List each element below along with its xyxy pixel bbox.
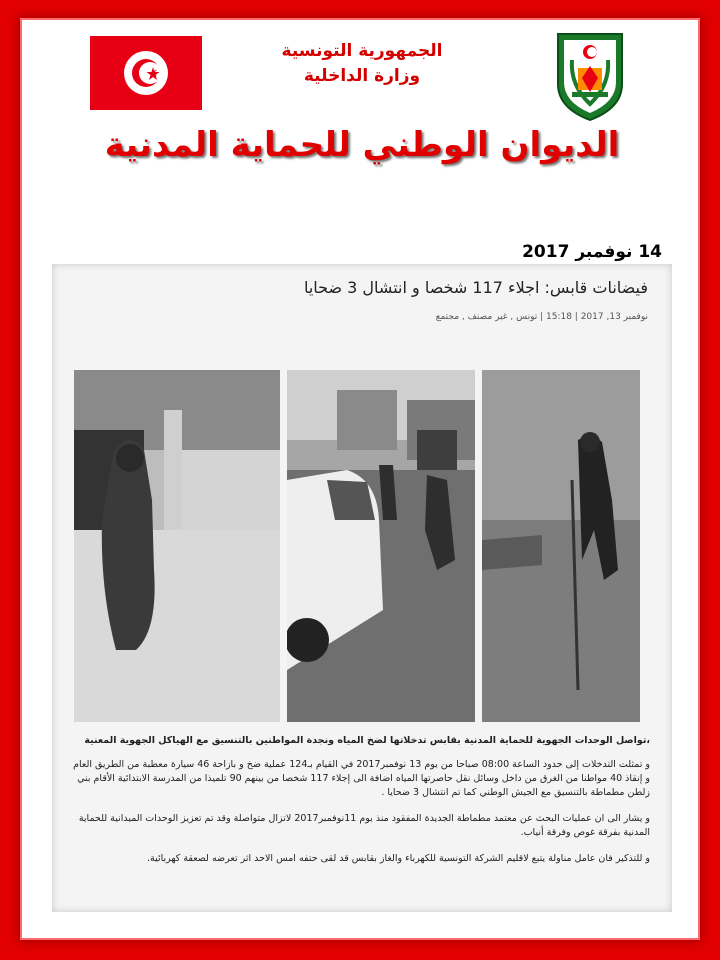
article-headline: فيضانات قابس: اجلاء 117 شخصا و انتشال 3 ضحايا [303,278,648,297]
news-clipping [52,264,672,912]
flooded-street-photo [287,370,475,722]
flag-emblem-icon [124,51,168,95]
article-meta: نوفمبر 13, 2017 | 15:18 | تونس , غير مصنف , مجتمع [435,312,648,322]
article-paragraph-3: و للتذكير فان عامل مناولة يتبع لاقليم الشركة التونسية للكهرباء والغاز بقابس قد لقى حتفه امس الاحد اثر تعرضه لصعقة كهربائية. [147,853,650,864]
article-paragraph-1: و تمثلت التدخلات إلى حدود الساعة 08:00 صباحا من يوم 13 نوفمبر2017 في القيام بـ124 عملية ضخ و بازاحة 46 سيارة معطبة من الطريق العام و إنقاذ 40 مواطنا من الغرق من داخل وسائل نقل حاصرتها المياه اضافة الى إجلاء 117 شخصا من بينهم 90 تلميذا من المدرسة الابتدائية الأقام بني زلطن مطماطة بالتنسيق مع الجيش الوطني كما تم انتشال 3 ضحايا . [73,759,650,798]
ministry-heading: وزارة الداخلية [303,66,421,86]
flooded-room-photo [482,370,640,722]
page-frame [22,20,698,938]
flooded-garden-photo [74,370,280,722]
article-lead: ،تواصل الوحدات الجهوية للحماية المدنية بقابس تدخلاتها لضخ المياه ونجدة المواطنين بالتنسيق مع الهياكل الجهوية المعنية [84,735,650,746]
document-date: 14 نوفمبر 2017 [522,242,662,262]
tunisia-flag [90,36,202,110]
civil-protection-logo-icon [552,30,628,122]
article-paragraph-2: و يشار الى ان عمليات البحث عن معتمد مطماطة الجديدة المفقود منذ يوم 11نوفمبر2017 لاتزال متواصلة وقد تم تعزيز الوحدات الميدانية للحماية المدنية بفرقة غوص وفرقة أنياب. [78,813,650,838]
page-title: الديوان الوطني للحماية المدنية [104,125,620,165]
republic-heading: الجمهورية التونسية [281,41,443,61]
